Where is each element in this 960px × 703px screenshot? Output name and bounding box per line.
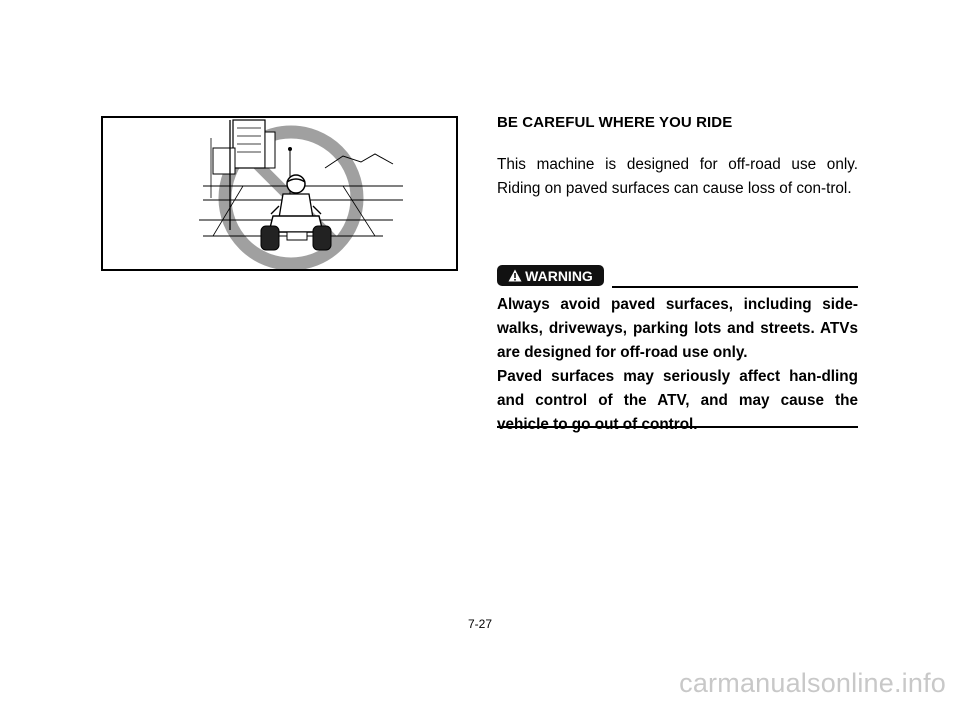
section-body: This machine is designed for off-road use only. Riding on paved surfaces can cause loss of con-trol.: [497, 156, 858, 197]
warning-text: [497, 293, 858, 437]
warning-triangle-icon: [508, 269, 522, 282]
watermark: carmanualsonline.info: [679, 668, 946, 698]
warning-top-rule: [612, 286, 858, 288]
atv-on-pavement-prohibited-icon: [103, 118, 456, 269]
page-number: 7-27: [467, 617, 493, 631]
section-heading: BE CAREFUL WHERE YOU RIDE: [497, 114, 733, 131]
warning-badge: [497, 265, 604, 286]
warning-label: WARNING: [525, 267, 593, 284]
warning-paragraph-1: Always avoid paved surfaces, including side-walks, driveways, parking lots and streets. ATVs are designed for off-road use only.: [497, 296, 858, 361]
warning-paragraph-2: Paved surfaces may seriously affect han-dling and control of the ATV, and may cause the vehicle to go out of control.: [497, 368, 858, 433]
warning-bottom-rule: [497, 426, 858, 428]
atv-pavement-illustration: [101, 116, 458, 271]
